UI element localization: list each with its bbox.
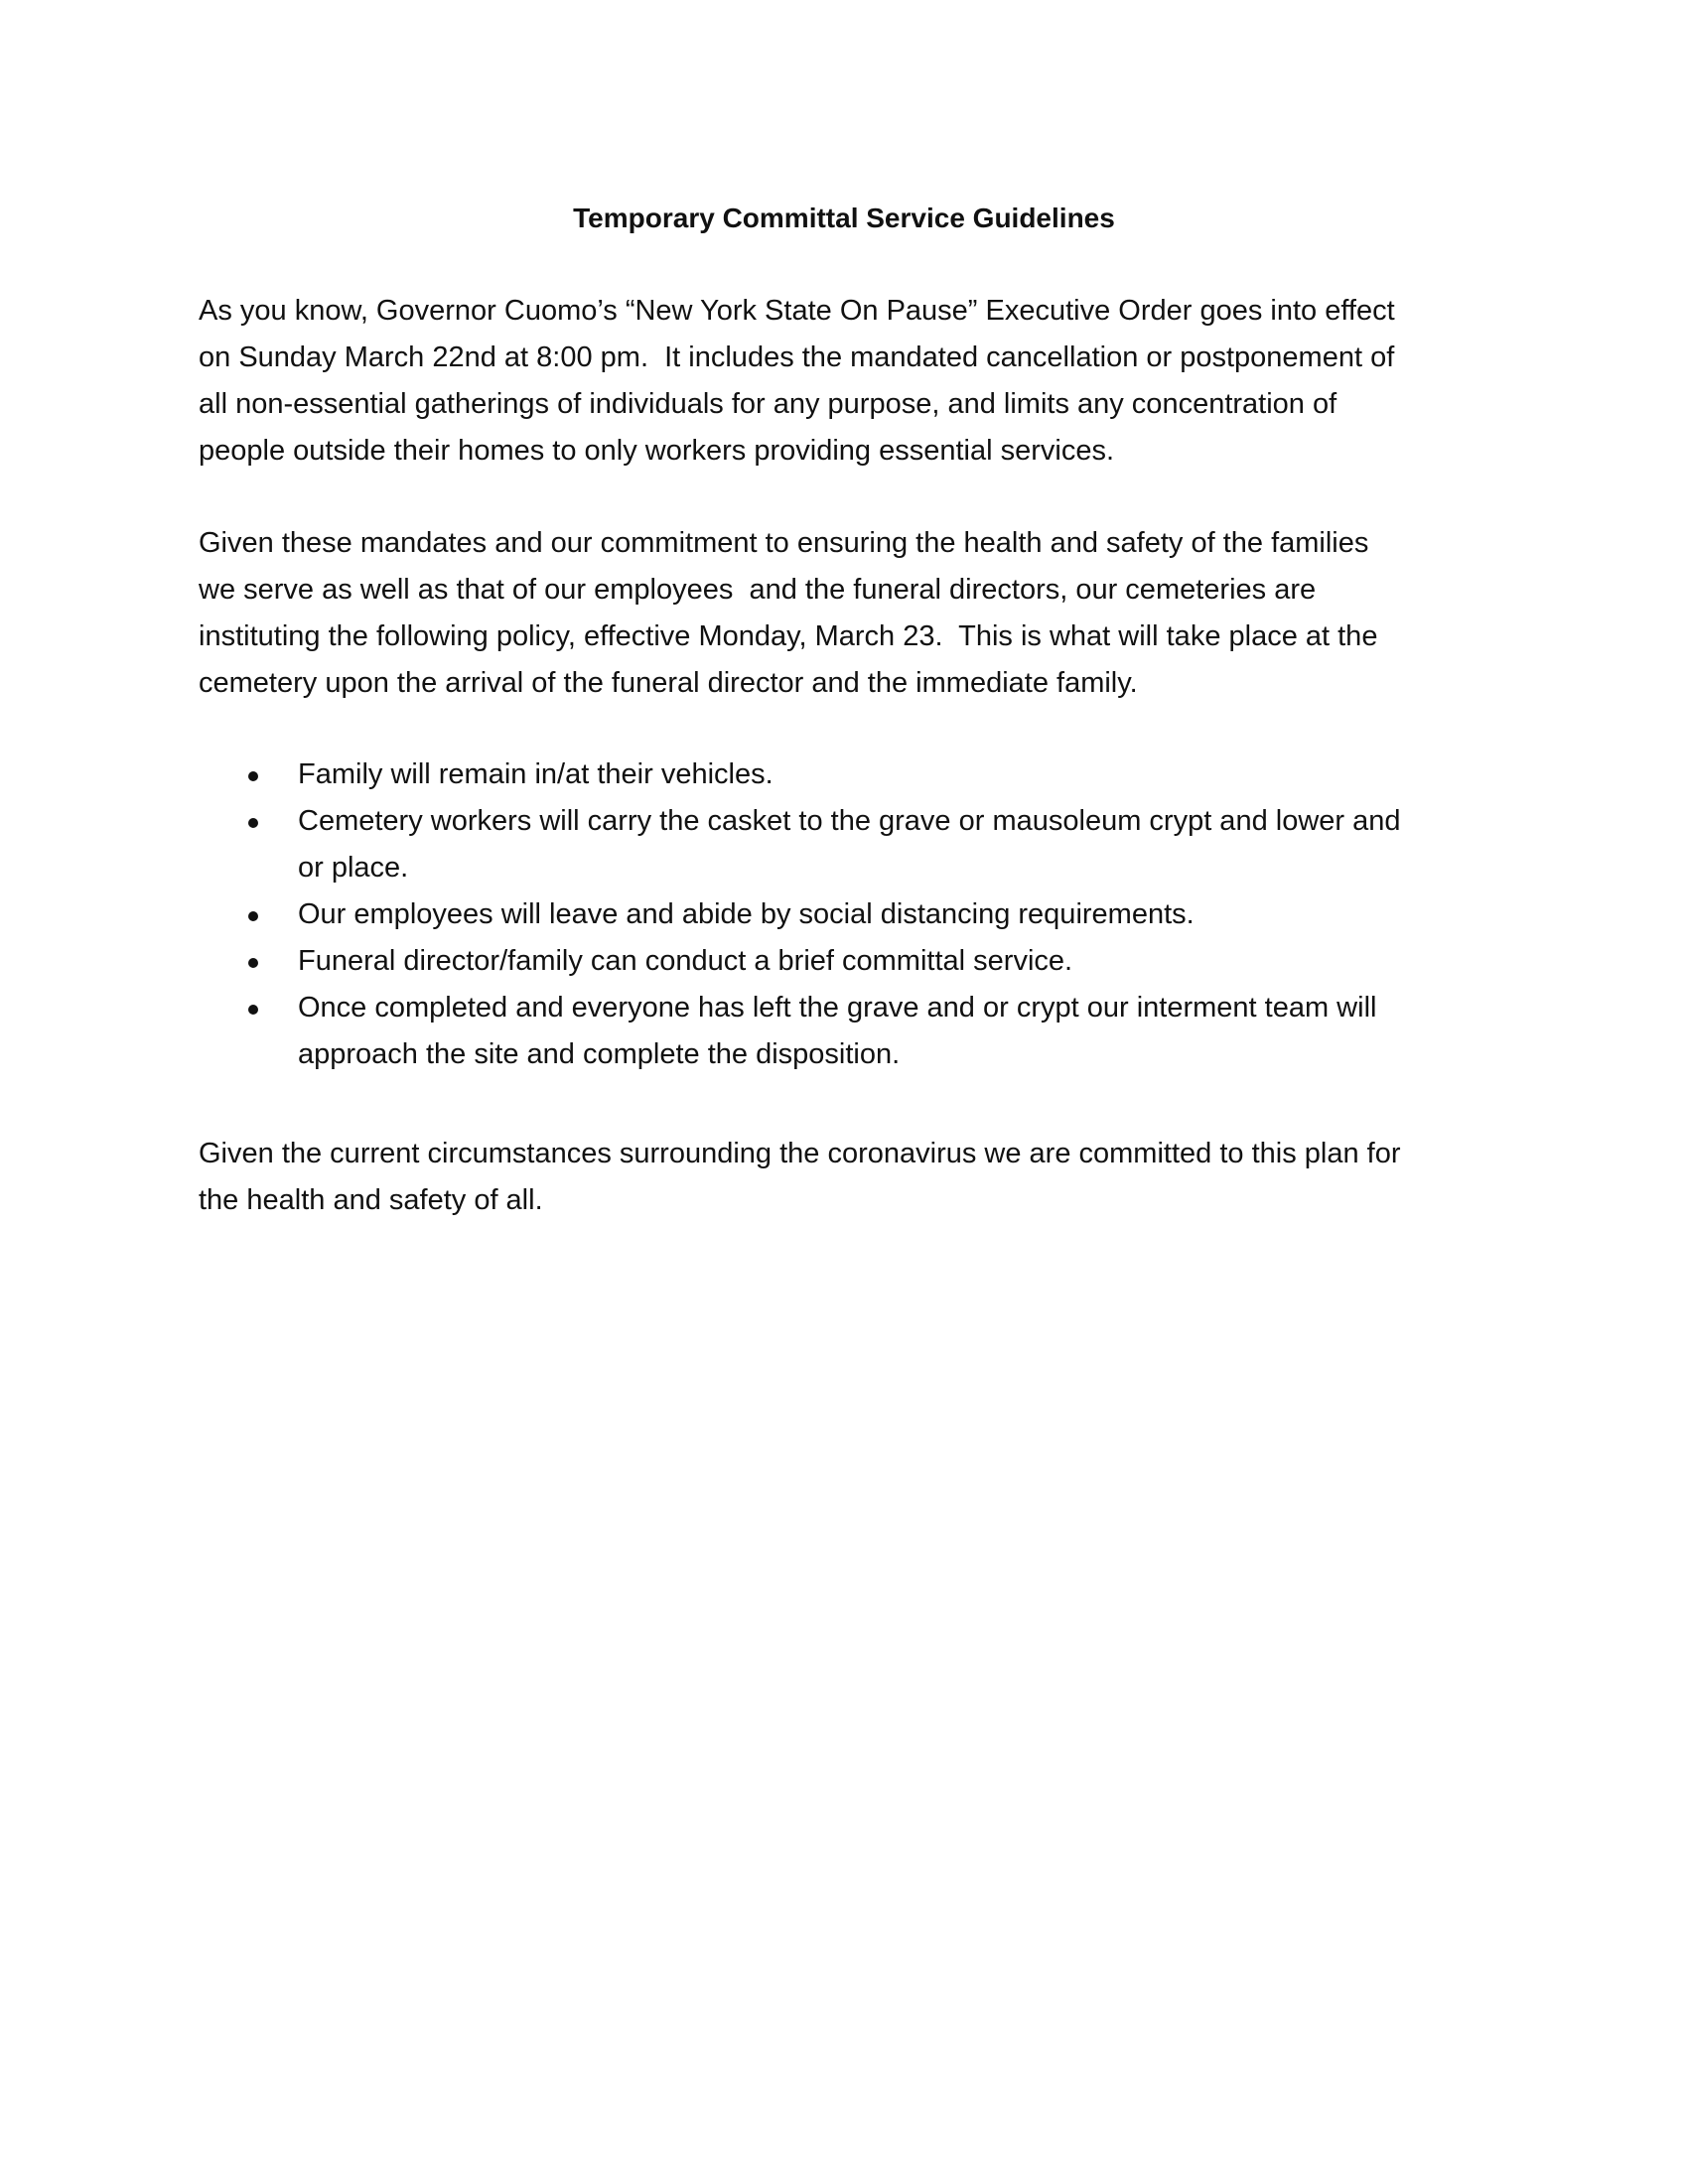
list-item-line: approach the site and complete the disposition. <box>298 1038 901 1070</box>
paragraph-intro <box>199 288 1489 475</box>
list-item <box>199 751 1489 798</box>
list-item-line: Family will remain in/at their vehicles. <box>298 758 774 790</box>
list-item-line: Cemetery workers will carry the casket to the grave or mausoleum crypt and lower and <box>298 805 1401 837</box>
list-item <box>199 985 1489 1078</box>
paragraph-line: people outside their homes to only workers providing essential services. <box>199 435 1115 467</box>
bullet-icon <box>248 818 258 828</box>
list-item <box>199 891 1489 938</box>
paragraph-line: on Sunday March 22nd at 8:00 pm. It includes the mandated cancellation or postponement of <box>199 341 1395 373</box>
paragraph-line: Given these mandates and our commitment to ensuring the health and safety of the families <box>199 527 1369 559</box>
paragraph-line: cemetery upon the arrival of the funeral director and the immediate family. <box>199 667 1138 699</box>
bullet-icon <box>248 771 258 781</box>
paragraph-line: we serve as well as that of our employees and the funeral directors, our cemeteries are <box>199 574 1317 606</box>
paragraph-line: Given the current circumstances surrounding the coronavirus we are committed to this plan for <box>199 1138 1401 1169</box>
paragraph-closing <box>199 1131 1489 1224</box>
paragraph-line: all non-essential gatherings of individuals for any purpose, and limits any concentration of <box>199 388 1337 420</box>
list-item-line: Our employees will leave and abide by social distancing requirements. <box>298 898 1195 930</box>
paragraph-line: As you know, Governor Cuomo’s “New York State On Pause” Executive Order goes into effect <box>199 295 1395 327</box>
bullet-list <box>199 751 1489 1078</box>
list-item <box>199 938 1489 985</box>
bullet-icon <box>248 1005 258 1015</box>
bullet-icon <box>248 958 258 968</box>
document-title: Temporary Committal Service Guidelines <box>573 203 1115 233</box>
paragraph-line: the health and safety of all. <box>199 1184 543 1216</box>
bullet-icon <box>248 911 258 921</box>
paragraph-policy <box>199 520 1489 707</box>
list-item <box>199 798 1489 891</box>
list-item-line: Once completed and everyone has left the grave and or crypt our interment team will <box>298 992 1377 1024</box>
list-item-line: Funeral director/family can conduct a brief committal service. <box>298 945 1073 977</box>
list-item-line: or place. <box>298 852 409 884</box>
paragraph-line: instituting the following policy, effective Monday, March 23. This is what will take place at the <box>199 620 1378 652</box>
